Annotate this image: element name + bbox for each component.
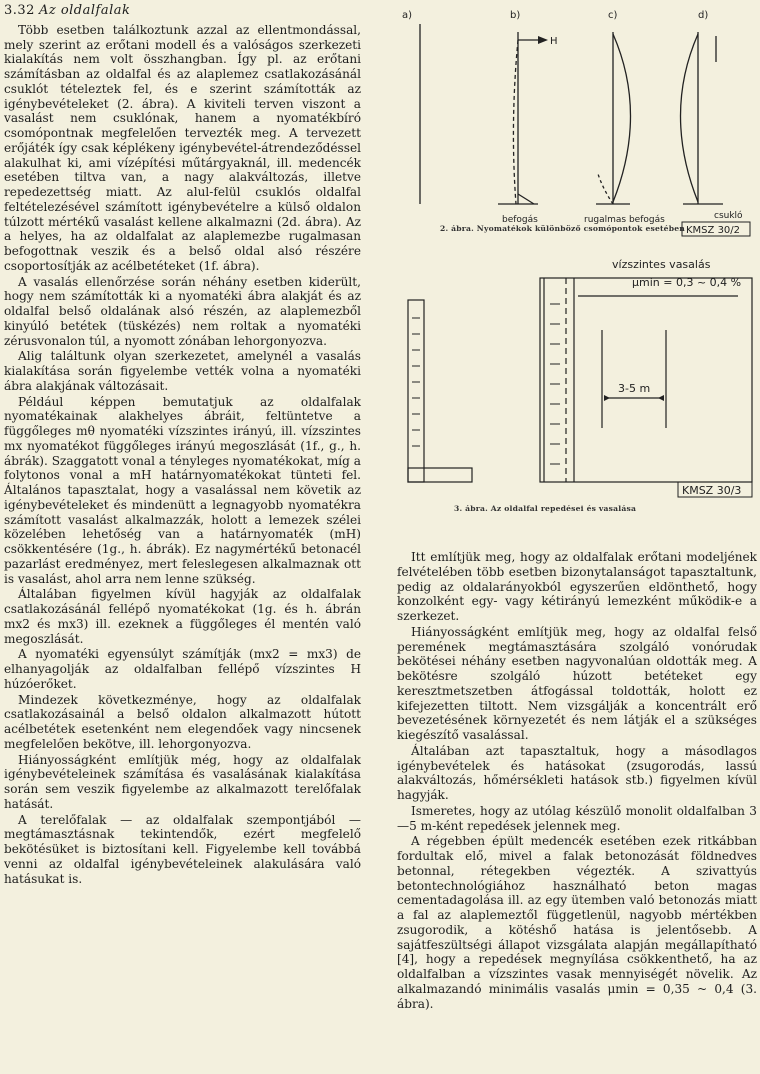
fig3-title: vízszintes vasalás [612, 258, 711, 271]
paragraph: A vasalás ellenőrzése során néhány esetben kiderült, hogy nem számították ki a nyomatéki ábra alakját és az oldalfal belső oldalának alsó részén, az alaplemezből kinyúló betétek (tüskézés) nem roltak a nyomatéki zérusvonalon túl, a nyomott zónában lehorgonyozva. [4, 274, 361, 348]
fig2-label: csukló [714, 211, 743, 221]
section-heading [4, 4, 361, 19]
paragraph: Hiányosságként említjük meg, hogy az oldalfal felső peremének megtámasztására szolgáló vonórudak bekötései néhány esetben nagyvonalúan oldották meg. A bekötésre szolgáló húzott betéteket egy keresztmetszetben átfogással toldották, holott ez kifejezetten tiltott. Nem vizsgálják a koncentrált erő bevezetésének környezetét és nem látják el a szükséges kiegészítő vasalással. [397, 624, 757, 742]
fig3-formula: μmin = 0,3 ~ 0,4 % [632, 276, 742, 289]
arrow-icon [538, 36, 548, 44]
section-title: Az oldalfalak [38, 3, 131, 18]
figure-2 [398, 4, 758, 240]
paragraph: A nyomatéki egyensúlyt számítják (mx2 = mx3) de elhanyagolják az oldalfalban fellépő vízszintes H húzóerőket. [4, 647, 361, 691]
panel-label: a) [402, 10, 413, 21]
figure-2-drawing [398, 4, 758, 240]
section-number: 3.32 [4, 3, 35, 18]
fig2-label: befogás [502, 215, 538, 225]
figure-3 [398, 258, 758, 518]
fig3-spacing: 3-5 m [618, 382, 651, 395]
stamp: KMSZ 30/3 [682, 484, 742, 497]
paragraph: A terelőfalak — az oldalfalak szempontjából — megtámasztásnak tekintendők, ezért megfelelő bekötésüket is biztosítani kell. Figyelembe kell továbbá venni az oldalfal igénybevételeinek alakulására való hatásukat is. [4, 812, 361, 886]
paragraph: Ismeretes, hogy az utólag készülő monolit oldalfalban 3—5 m-ként repedések jelennek meg. [397, 803, 757, 833]
paragraph: Általában azt tapasztaltuk, hogy a másodlagos igénybevételek és hatásokat (zsugorodás, lassú alakváltozás, hőmérsékleti hatások stb.) figyelmen kívül hagyják. [397, 743, 757, 802]
paragraph: Általában figyelmen kívül hagyják az oldalfalak csatlakozásánál fellépő nyomatékokat (1g. és h. ábrán mx2 és mx3) ill. ezeknek a függőleges él mentén való megoszlását. [4, 587, 361, 646]
figure-2-caption: 2. ábra. Nyomatékok különböző csomópontok esetében [440, 224, 685, 233]
panel-label: c) [608, 10, 618, 21]
paragraph: Itt említjük meg, hogy az oldalfalak erőtani modeljének felvételében több esetben bizonytalanságot tapasztaltunk, pedig az oldalarányokból egyszerűen eldönthető, hogy konzolként egy- vagy kétirányú lemezként működik-e a szerkezet. [397, 550, 757, 623]
paragraph: Alig találtunk olyan szerkezetet, amelynél a vasalás kialakítása során figyelembe vették volna a nyomatéki ábra alakjának változásait. [4, 349, 361, 393]
panel-label: d) [698, 10, 709, 21]
force-label: H [550, 36, 558, 47]
fig2-label: rugalmas befogás [584, 215, 665, 225]
paragraph: Több esetben találkoztunk azzal az ellentmondással, mely szerint az erőtani modell és a valóságos szerkezeti kialakítás nem volt összhangban. Így pl. az erőtani számításban az oldalfal és az alaplemez csatlakozásánál csuklót tételeztek fel, és e szerint számították az igénybevételeket (2. ábra). A kiviteli terven viszont a vasalást nem csuklónak, hanem a nyomatékbíró csomópontnak megfelelően tervezték meg. A tervezett erőjáték így csak képlékeny igénybevétel-átrendeződéssel alakulhat ki, ami vízépítési műtárgyaknál, ill. medencék esetében tiltva van, a nagy alakváltozás, illetve repedezettség miatt. Az alul-felül csuklós oldalfal feltételezésével számított igénybevételre a külső oldalon túlzott mértékű vasalást kellene alkalmazni (2d. ábra). Az a helyes, ha az oldalfalat az alaplemezbe rugalmasan befogottnak veszik és a belső oldal alsó részére csoportosítják az acélbetéteket (1f. ábra). [4, 22, 361, 273]
paragraph: Például képpen bemutatjuk az oldalfalak nyomatékainak alakhelyes ábráit, feltüntetve a függőleges mθ nyomatéki vízszintes irányú, ill. vízszintes mx nyomatékot függőleges irányú megoszlását (1f., g., h. ábrák). Szaggatott vonal a tényleges nyomatékokat, míg a folytonos vonal a mH határnyomatékokat tünteti fel. Általános tapasztalat, hogy a vasalással nem követik az igénybevételeket és mindenütt a legnagyobb nyomatékra számított vasalást alkalmazzák, holott a lemezek szélei közelében lehetőség van a határnyomaték (mH) csökkentésére (1g., h. ábrák). Ez nagymértékű betonacél pazarlást eredményez, mert feleslegesen alkalmaznak ott is vasalást, ahol arra nem lenne szükség. [4, 394, 361, 586]
figure-3-caption: 3. ábra. Az oldalfal repedései és vasalása [454, 504, 637, 513]
figure-3-drawing [398, 258, 758, 518]
paragraph: A régebben épült medencék esetében ezek ritkábban fordultak elő, mivel a falak betonozását földnedves betonnal, rétegekben végezték. A szivattyús betontechnológiához használható beton magas cementadagolása ill. az egy ütemben való betonozás miatt a fal az alaplemeztől függetlenül, nagyobb mértékben zsugorodik, a kötéshő hatása is jelentősebb. A sajátfeszültségi állapot vizsgálata alapján megállapítható [4], hogy a repedések megnyílása csökkenthető, ha az oldalfalban a vízszintes vasak mennyiségét növelik. Az alkalmazandó minimális vasalás μmin = 0,35 ~ 0,4 (3. ábra). [397, 834, 757, 1011]
stamp: KMSZ 30/2 [686, 225, 741, 236]
paragraph: Hiányosságként említjük még, hogy az oldalfalak igénybevételeinek számítása és vasalásának kialakítása során sem veszik figyelembe az alkalmazott terelőfalak hatását. [4, 752, 361, 811]
left-column [4, 4, 361, 886]
paragraph: Mindezek következménye, hogy az oldalfalak csatlakozásainál a belső oldalon alkalmazott hútott acélbetétek esetenként nem elegendőek vagy nincsenek megfelelően bekötve, ill. lehorgonyozva. [4, 692, 361, 751]
right-column [397, 550, 757, 1011]
panel-label: b) [510, 10, 521, 21]
